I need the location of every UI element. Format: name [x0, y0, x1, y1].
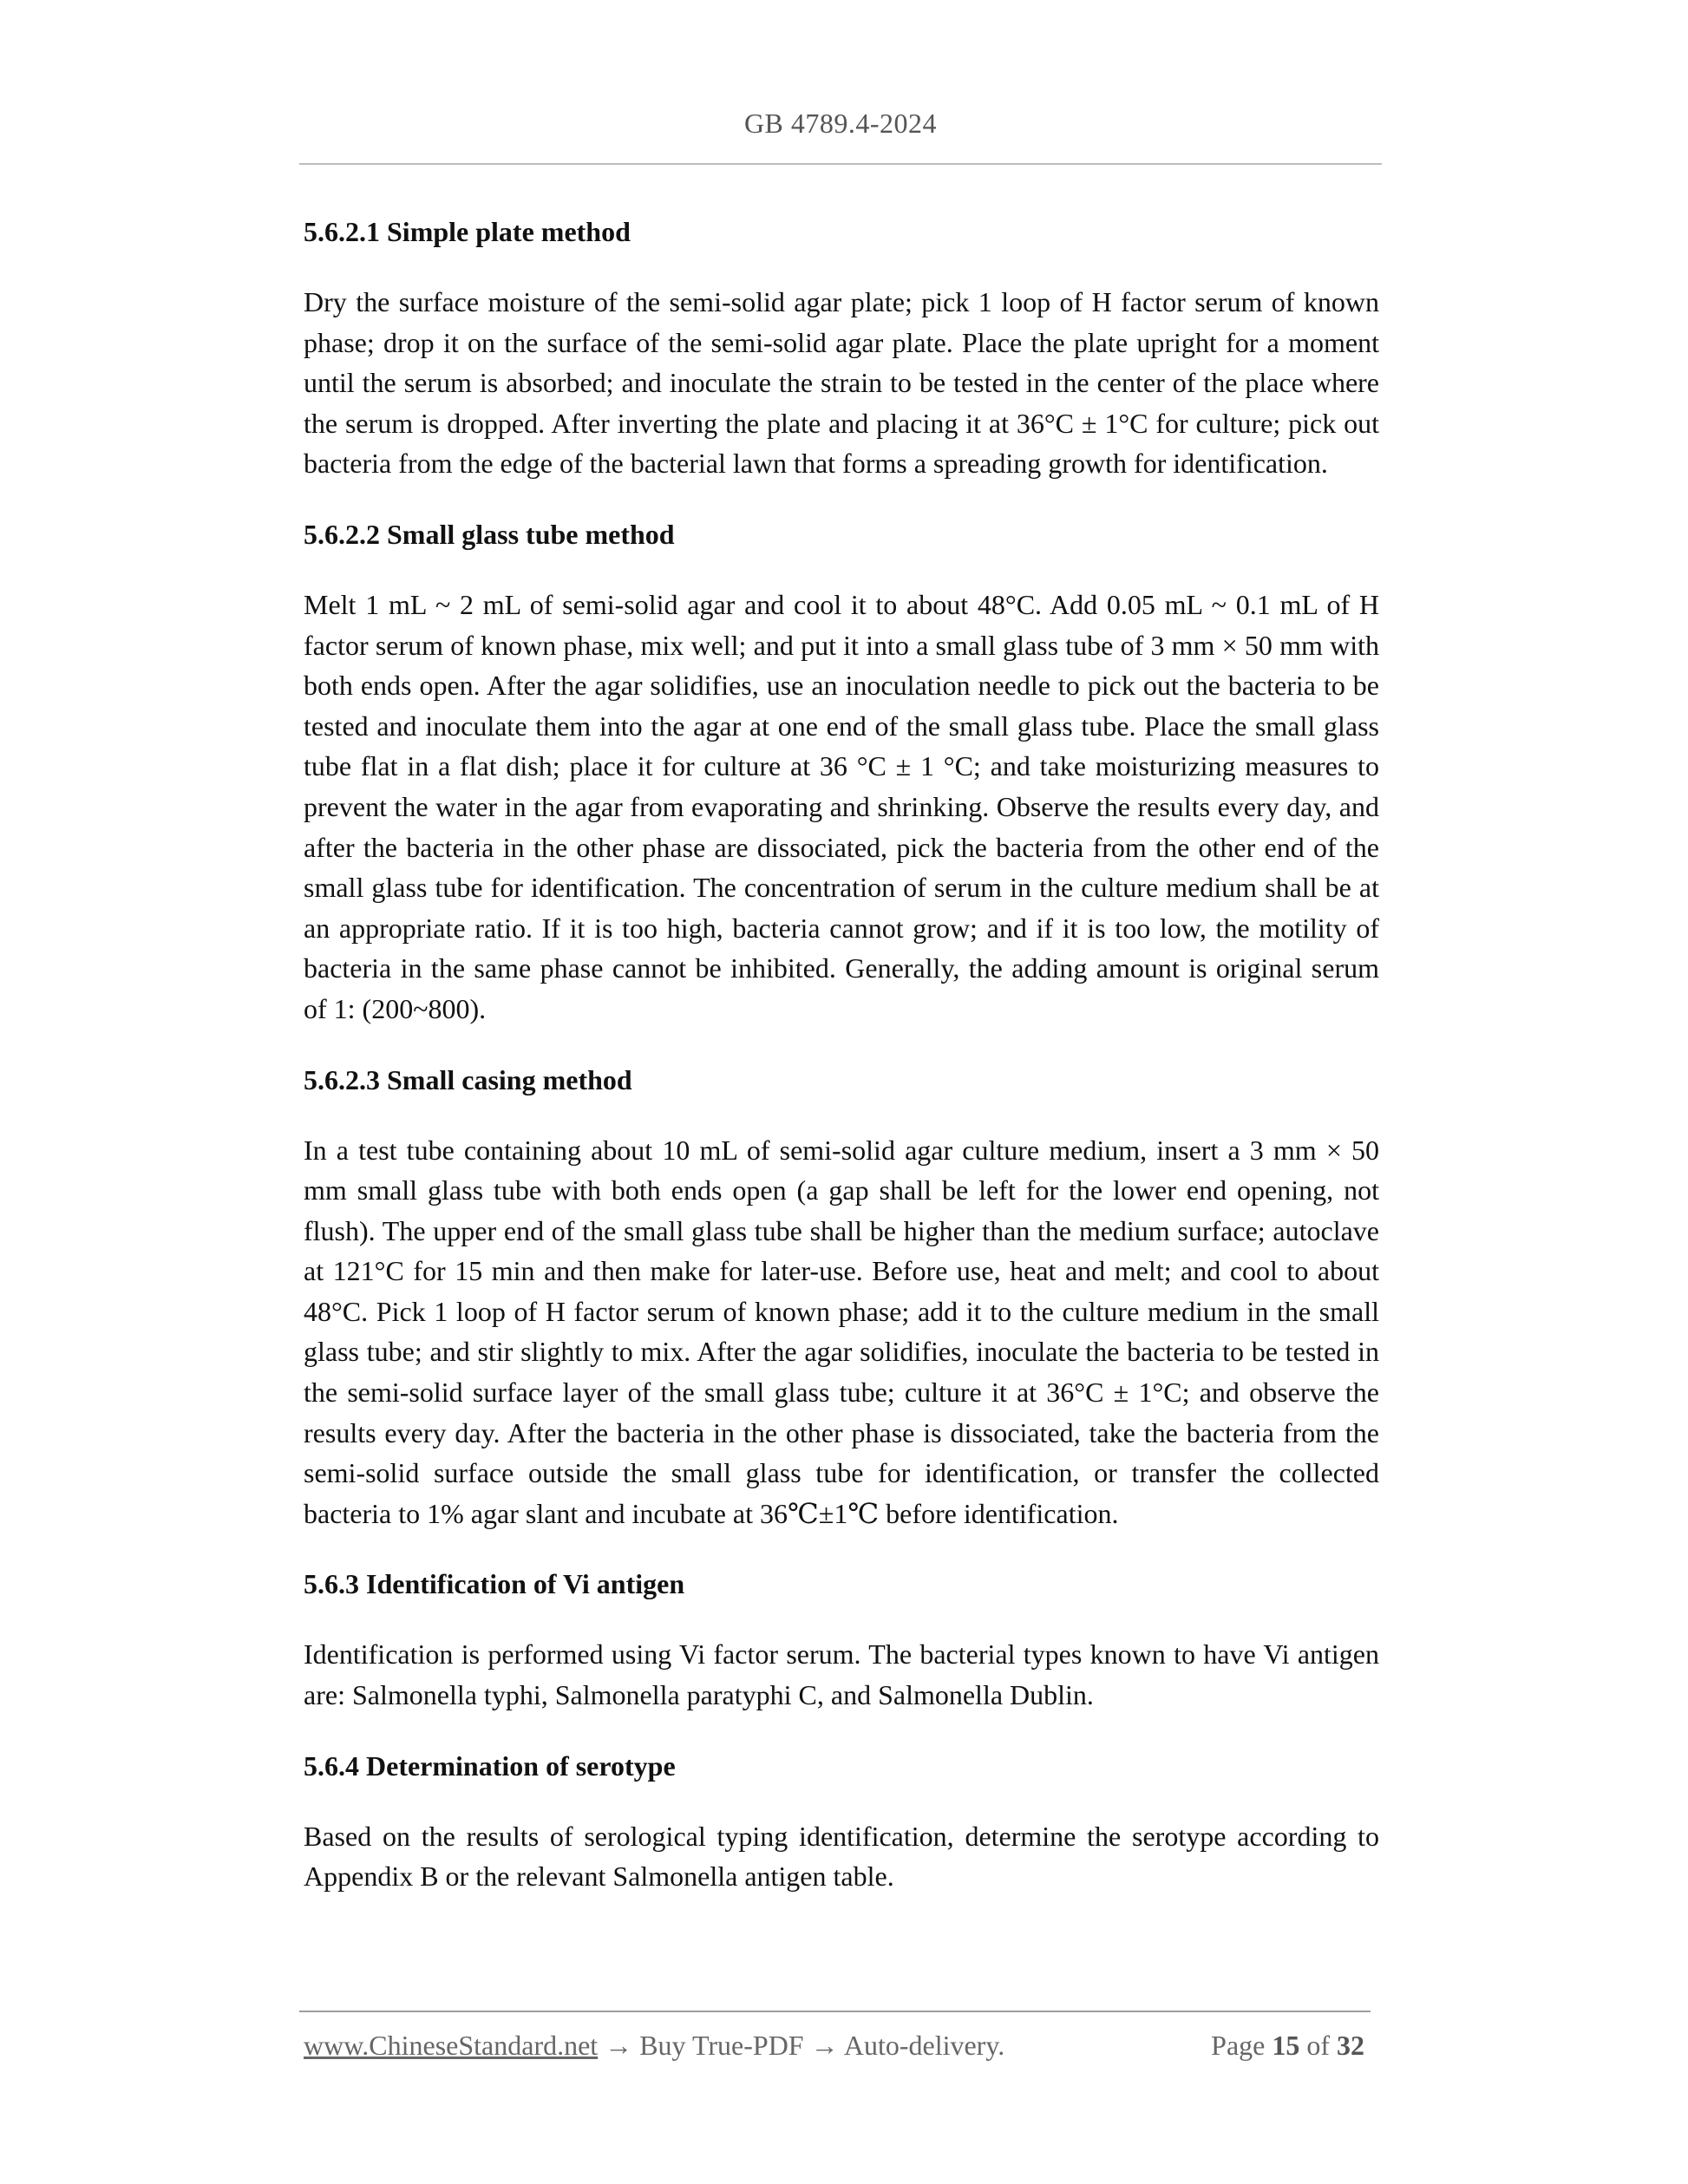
- buy-text: Buy True-PDF: [639, 2030, 804, 2061]
- page-indicator: [1211, 2030, 1364, 2062]
- page-header: GB 4789.4-2024: [743, 108, 938, 139]
- section-heading: 5.6.2.1 Simple plate method: [304, 216, 631, 247]
- page-word: Page: [1211, 2030, 1266, 2061]
- section-paragraph: In a test tube containing about 10 mL of semi-solid agar culture medium, insert a 3 mm × 50 mm small glass tube with both ends open (a gap shall be left for the lower end opening, not flush). The upper end of the small glass tube shall be higher than the medium surface; autoclave at 121°C for 15 min and then make for later-use. Before use, heat and melt; and cool to about 48°C. Pick 1 loop of H factor serum of known phase; add it to the culture medium in the small glass tube; and stir slightly to mix. After the agar solidifies, inoculate the bacteria to be tested in the semi-solid surface layer of the small glass tube; culture it at 36°C ± 1°C; and observe the results every day. After the bacteria in the other phase is dissociated, take the bacteria from the semi-solid surface outside the small glass tube for identification, or transfer the collected bacteria to 1% agar slant and incubate at 36℃±1℃ before identification.: [304, 1134, 1379, 1529]
- section-heading: 5.6.4 Determination of serotype: [304, 1749, 676, 1782]
- section-5-6-4: [304, 1746, 1379, 1897]
- document-body: [304, 212, 1379, 1927]
- section-paragraph: Identification is performed using Vi factor serum. The bacterial types known to have Vi antigen are: Salmonella typhi, Salmonella paratyphi C, and Salmonella Dublin.: [304, 1638, 1379, 1711]
- section-paragraph: Melt 1 mL ~ 2 mL of semi-solid agar and cool it to about 48°C. Add 0.05 mL ~ 0.1 mL of H factor serum of known phase, mix well; and put it into a small glass tube of 3 mm × 50 mm with both ends open. After the agar solidifies, use an inoculation needle to pick out the bacteria to be tested and inoculate them into the agar at one end of the small glass tube. Place the small glass tube flat in a flat dish; place it for culture at 36 °C ± 1 °C; and take moisturizing measures to prevent the water in the agar from evaporating and shrinking. Observe the results every day, and after the bacteria in the other phase are dissociated, pick the bacteria from the other end of the small glass tube for identification. The concentration of serum in the culture medium shall be at an appropriate ratio. If it is too high, bacteria cannot grow; and if it is too low, the motility of bacteria in the same phase cannot be inhibited. Generally, the adding amount is original serum of 1: (200~800).: [304, 588, 1379, 1024]
- section-heading: 5.6.3 Identification of Vi antigen: [304, 1568, 685, 1600]
- footer-promo: [304, 2030, 1004, 2062]
- page-total: 32: [1337, 2030, 1364, 2061]
- section-heading: 5.6.2.3 Small casing method: [304, 1063, 632, 1095]
- section-paragraph: Based on the results of serological typing identification, determine the serotype according to Appendix B or the relevant Salmonella antigen table.: [304, 1820, 1379, 1893]
- section-5-6-3: [304, 1564, 1379, 1715]
- section-5-6-2-3: [304, 1060, 1379, 1534]
- header-divider: [299, 163, 1382, 165]
- section-heading: 5.6.2.2 Small glass tube method: [304, 518, 675, 550]
- arrow-icon: →: [605, 2030, 633, 2061]
- section-5-6-2-1: [304, 212, 1379, 484]
- of-word: of: [1306, 2030, 1330, 2061]
- site-link[interactable]: www.ChineseStandard.net: [304, 2030, 599, 2061]
- section-5-6-2-2: [304, 514, 1379, 1030]
- page-number: 15: [1272, 2030, 1300, 2061]
- footer-divider: [299, 2011, 1371, 2012]
- delivery-text: Auto-delivery.: [843, 2030, 1005, 2061]
- section-paragraph: Dry the surface moisture of the semi-solid agar plate; pick 1 loop of H factor serum of known phase; drop it on the surface of the semi-solid agar plate. Place the plate upright for a moment until the serum is absorbed; and inoculate the strain to be tested in the center of the place where the serum is dropped. After inverting the plate and placing it at 36°C ± 1°C for culture; pick out bacteria from the edge of the bacterial lawn that forms a spreading growth for identification.: [304, 286, 1379, 480]
- arrow-icon: →: [810, 2030, 839, 2061]
